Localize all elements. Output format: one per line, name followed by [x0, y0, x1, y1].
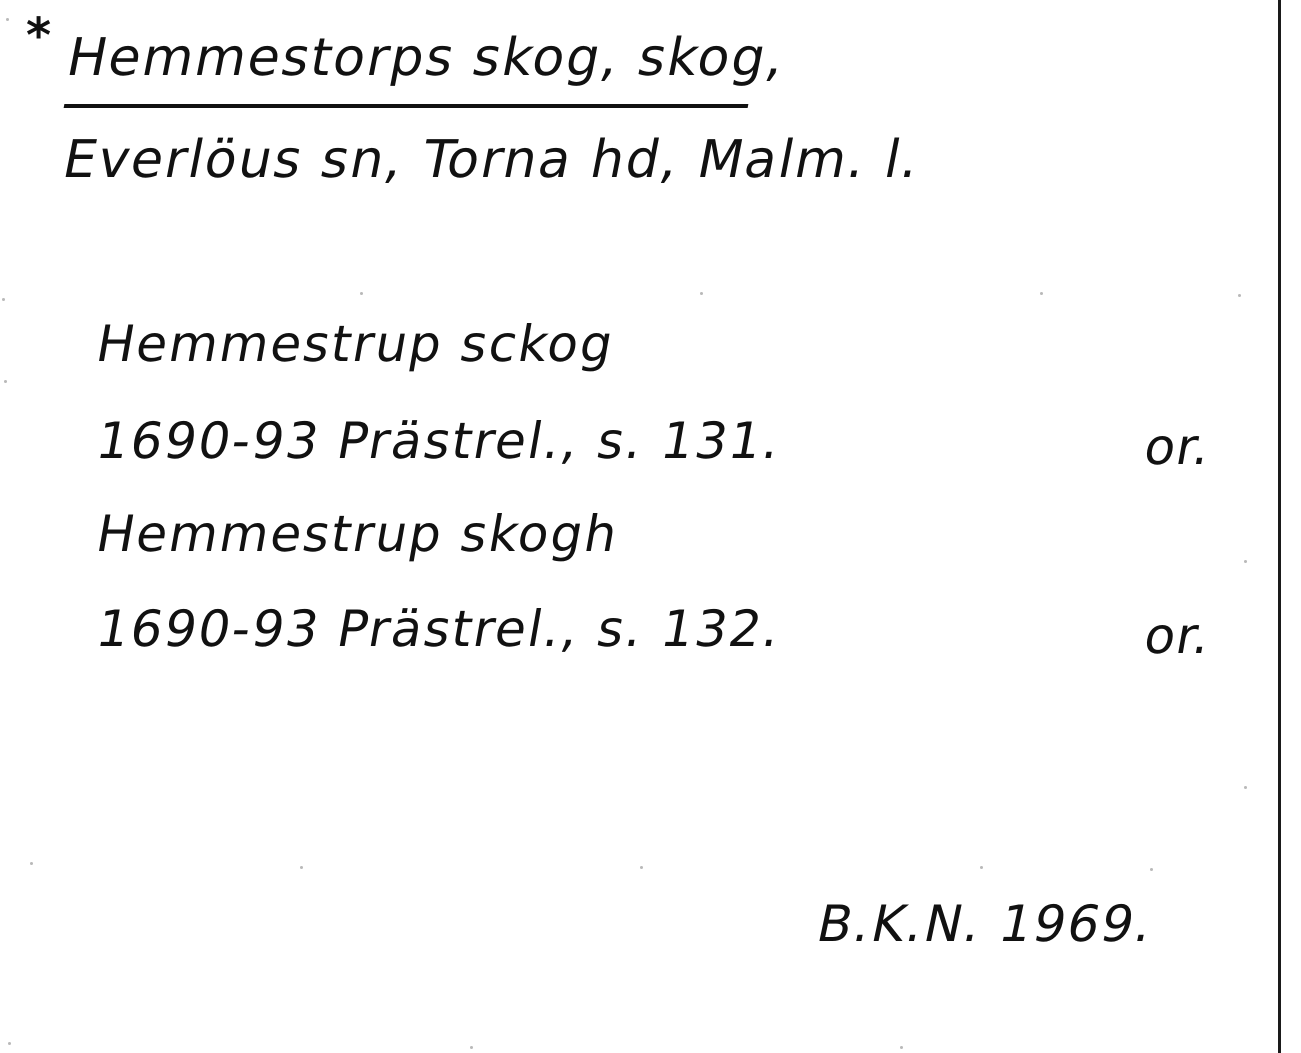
card-right-rule [1278, 0, 1281, 1053]
scan-speck [1238, 294, 1241, 297]
signature: B.K.N. 1969. [812, 895, 1160, 953]
entry-form-2: Hemmestrup skogh [92, 505, 624, 563]
scan-speck [1244, 786, 1247, 789]
scan-speck [8, 1042, 11, 1045]
headword-underline [64, 104, 749, 108]
scan-speck [470, 1046, 473, 1049]
entry-source-2: 1690-93 Prästrel., s. 132. [92, 600, 787, 658]
scan-speck [980, 866, 983, 869]
scan-speck [700, 292, 703, 295]
scan-speck [1150, 868, 1153, 871]
entry-tag-2: or. [1140, 607, 1216, 665]
scan-speck [640, 866, 643, 869]
scan-speck [1040, 292, 1043, 295]
scan-speck [900, 1046, 903, 1049]
entry-form-1: Hemmestrup sckog [92, 315, 620, 373]
scan-speck [6, 18, 9, 21]
scan-speck [300, 866, 303, 869]
entry-source-1: 1690-93 Prästrel., s. 131. [92, 412, 787, 470]
scan-speck [1244, 560, 1247, 563]
scan-speck [4, 380, 7, 383]
location-line: Everlöus sn, Torna hd, Malm. l. [58, 130, 927, 190]
headword: Hemmestorps skog, skog, [62, 28, 792, 88]
scan-speck [360, 292, 363, 295]
headword-marker: * [26, 8, 52, 64]
scan-speck [2, 298, 5, 301]
entry-tag-1: or. [1140, 418, 1216, 476]
scan-speck [30, 862, 33, 865]
